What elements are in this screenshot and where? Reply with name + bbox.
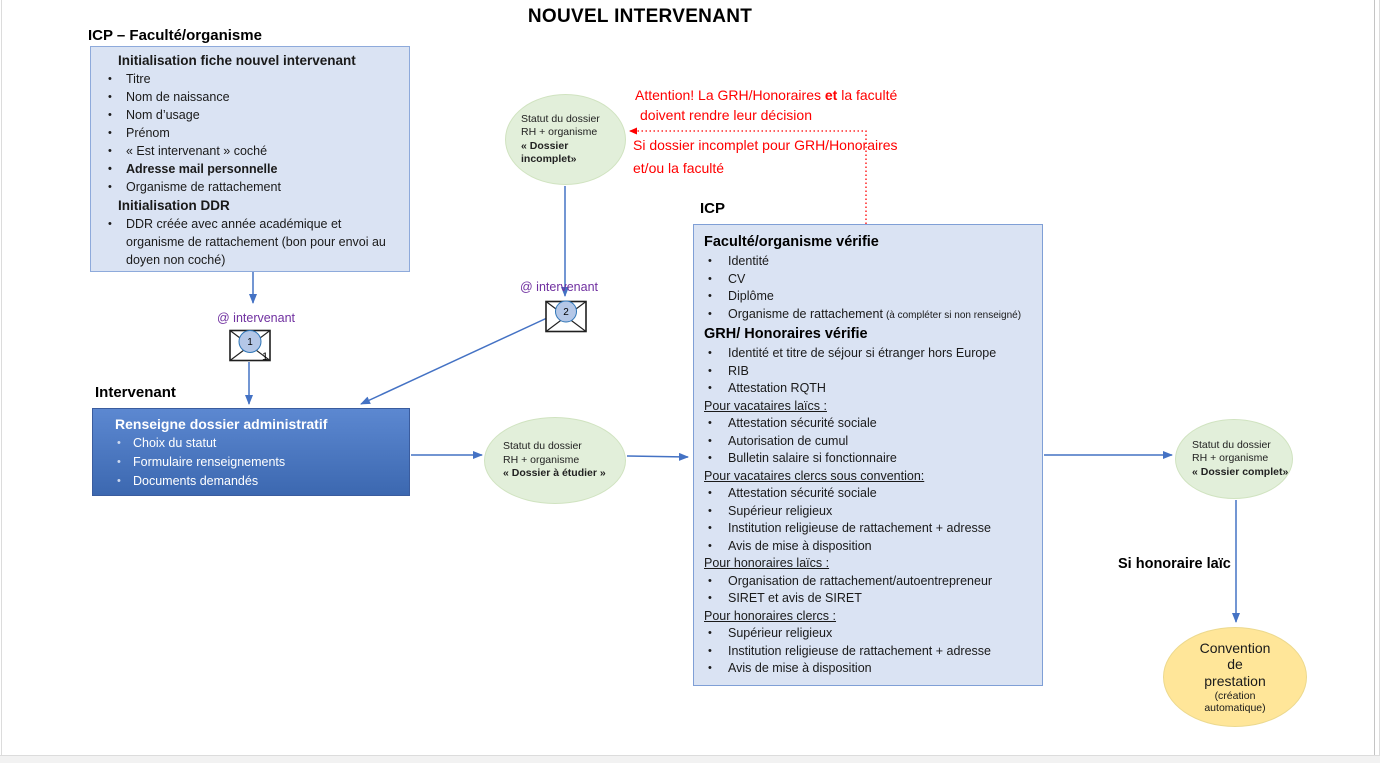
- intervenant-dossier-box: [92, 408, 410, 496]
- faculte-initialisation-box: [90, 46, 410, 272]
- status-line: RH + organisme: [1192, 452, 1269, 465]
- icp-group-honoraires-clercs: Pour honoraires clercs :: [704, 608, 837, 623]
- condition-line2: et/ou la faculté: [633, 160, 725, 176]
- status-line: Statut du dossier: [1192, 438, 1271, 451]
- icp-heading-grh-verifie: GRH/ Honoraires vérifie: [704, 326, 868, 342]
- list-item: • Autorisation de cumul: [694, 433, 1036, 451]
- email2-envelope-icon: [545, 300, 587, 338]
- status-line: Statut du dossier: [521, 112, 600, 125]
- convention-line: de: [1227, 656, 1243, 673]
- condition-annotation: [633, 134, 898, 180]
- svg-text:1: 1: [247, 337, 253, 348]
- list-item: • Attestation RQTH: [694, 380, 1036, 398]
- list-item: • SIRET et avis de SIRET: [694, 590, 1036, 608]
- page-edge-right: [1374, 0, 1375, 763]
- status-line: « Dossier à étudier »: [503, 467, 606, 480]
- icp-heading-faculte-verifie: Faculté/organisme vérifie: [704, 234, 879, 250]
- email1-label: @ intervenant: [217, 311, 296, 325]
- si-honoraire-label: Si honoraire laïc: [1118, 556, 1231, 572]
- list-item: • Avis de mise à disposition: [694, 538, 1036, 556]
- list-item: • « Est intervenant » coché: [91, 142, 401, 160]
- status-ellipse-dossier-incomplet: [505, 94, 626, 185]
- list-item: • Organisation de rattachement/autoentrepreneur: [694, 573, 1036, 591]
- list-item: • Organisme de rattachement: [91, 178, 401, 196]
- icp-section-heading: ICP: [700, 200, 726, 217]
- intervenant-box-heading: Renseigne dossier administratif: [115, 416, 328, 432]
- list-item: • Choix du statut: [93, 434, 409, 453]
- list-item: • Avis de mise à disposition: [694, 660, 1036, 678]
- list-item: • Bulletin salaire si fonctionnaire: [694, 450, 1036, 468]
- list-item: • CV: [694, 271, 1036, 289]
- list-item: • Prénom: [91, 124, 401, 142]
- status-line: « Dossier complet»: [1192, 465, 1289, 478]
- list-item: • Titre: [91, 70, 401, 88]
- icp-verification-box: [693, 224, 1043, 686]
- page-edge-left: [1, 0, 2, 763]
- email1-corner-mark: 1: [262, 351, 269, 363]
- list-item: • RIB: [694, 363, 1036, 381]
- intervenant-section-heading: Intervenant: [95, 384, 176, 401]
- faculte-box-subheading-fiche: Initialisation fiche nouvel intervenant: [118, 53, 356, 68]
- status-line: RH + organisme: [503, 453, 580, 466]
- status-line: RH + organisme: [521, 126, 598, 138]
- list-item: • Nom de naissance: [91, 88, 401, 106]
- list-item: • Attestation sécurité sociale: [694, 485, 1036, 503]
- list-item: • Nom d’usage: [91, 106, 401, 124]
- convention-note: (création automatique): [1204, 690, 1266, 715]
- list-item: • Attestation sécurité sociale: [694, 415, 1036, 433]
- email2-label: @ intervenant: [520, 280, 599, 294]
- list-item: • Institution religieuse de rattachement + adresse: [694, 520, 1036, 538]
- list-item: • Identité: [694, 253, 1036, 271]
- convention-line: Convention: [1199, 639, 1271, 656]
- arrow-etudier-to-icp: [627, 456, 688, 457]
- status-ellipse-dossier-a-etudier: [484, 417, 626, 504]
- list-item: • Documents demandés: [93, 472, 409, 491]
- list-item: • Formulaire renseignements: [93, 453, 409, 472]
- icp-group-vacataires-laics: Pour vacataires laïcs :: [704, 398, 827, 413]
- list-item: • Identité et titre de séjour si étranger hors Europe: [694, 345, 1036, 363]
- arrow-email2-to-intervenant-box: [361, 318, 547, 404]
- icp-group-honoraires-laics: Pour honoraires laïcs :: [704, 556, 830, 570]
- attention-annotation: [635, 85, 897, 125]
- list-item: • DDR créée avec année académique et organisme de rattachement (bon pour envoi au doyen non coché): [91, 215, 401, 269]
- list-item: • Institution religieuse de rattachement + adresse: [694, 643, 1036, 661]
- convention-line: prestation: [1204, 672, 1266, 689]
- attention-line2: doivent rendre leur décision: [640, 107, 812, 123]
- svg-text:2: 2: [563, 307, 569, 318]
- list-item: • Diplôme: [694, 288, 1036, 306]
- list-item: • Supérieur religieux: [694, 625, 1036, 643]
- list-item: • Supérieur religieux: [694, 503, 1036, 521]
- faculte-section-heading: ICP – Faculté/organisme: [88, 27, 262, 44]
- status-ellipse-dossier-complet: [1175, 419, 1293, 499]
- condition-line1: Si dossier incomplet pour GRH/Honoraires: [633, 137, 898, 153]
- faculte-box-subheading-ddr: Initialisation DDR: [118, 198, 230, 213]
- convention-prestation-ellipse: [1163, 627, 1307, 727]
- page-title: NOUVEL INTERVENANT: [527, 6, 753, 27]
- page-edge-bottom: [0, 755, 1380, 763]
- list-item: • Adresse mail personnelle: [91, 160, 401, 178]
- status-line: Statut du dossier: [503, 440, 582, 453]
- attention-line1: Attention! La GRH/Honoraires et la faculté: [635, 87, 898, 103]
- list-item: • Organisme de rattachement (à compléter si non renseigné): [694, 306, 1036, 325]
- status-line: « Dossier incomplet»: [521, 139, 577, 165]
- icp-group-vacataires-clercs: Pour vacataires clercs sous convention:: [704, 468, 925, 483]
